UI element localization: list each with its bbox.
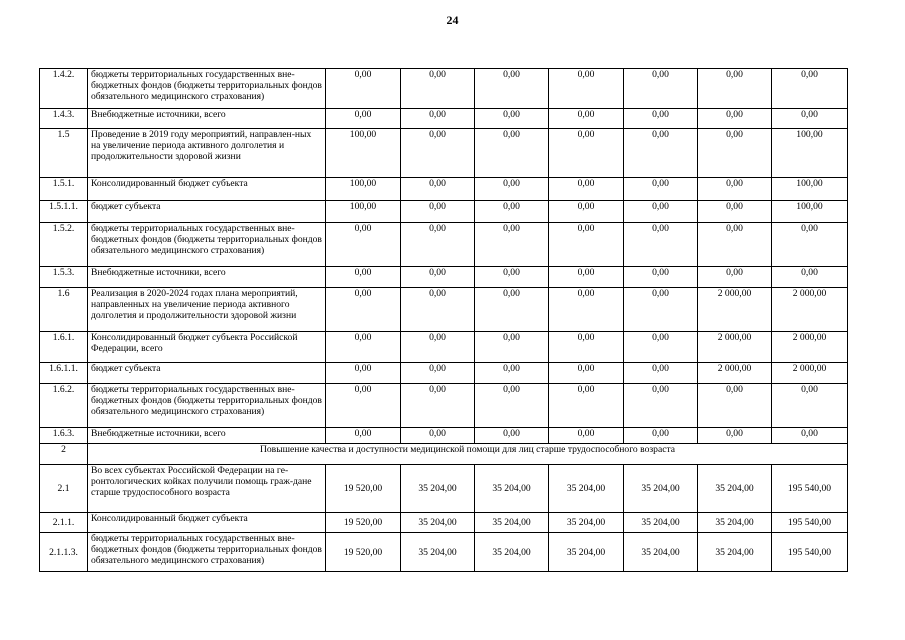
row-value: 2 000,00 xyxy=(698,332,772,363)
row-value: 0,00 xyxy=(698,267,772,288)
row-name: Внебюджетные источники, всего xyxy=(88,267,326,288)
row-value: 0,00 xyxy=(698,223,772,267)
table-row xyxy=(40,533,848,572)
row-value: 100,00 xyxy=(326,129,401,178)
row-value: 100,00 xyxy=(326,178,401,201)
table-row xyxy=(40,69,848,109)
row-value: 0,00 xyxy=(549,384,624,428)
row-value: 35 204,00 xyxy=(549,465,624,513)
row-code: 1.5 xyxy=(40,129,88,178)
row-value: 100,00 xyxy=(772,201,848,223)
row-name: бюджеты территориальных государственных вне-бюджетных фондов (бюджеты территориальных фондов обязательного медицинского страхования) xyxy=(88,69,326,109)
row-value: 0,00 xyxy=(698,428,772,444)
row-value: 0,00 xyxy=(326,428,401,444)
row-code: 2.1.1. xyxy=(40,513,88,533)
row-code: 1.5.3. xyxy=(40,267,88,288)
table-body xyxy=(40,69,848,572)
row-name: бюджеты территориальных государственных вне-бюджетных фондов (бюджеты территориальных фондов обязательного медицинского страхования) xyxy=(88,223,326,267)
row-value: 35 204,00 xyxy=(549,533,624,572)
row-value: 0,00 xyxy=(624,69,698,109)
row-code: 1.5.1.1. xyxy=(40,201,88,223)
row-value: 35 204,00 xyxy=(624,533,698,572)
row-value: 0,00 xyxy=(401,428,475,444)
table-row xyxy=(40,428,848,444)
row-code: 1.4.3. xyxy=(40,109,88,129)
table-row xyxy=(40,332,848,363)
row-value: 0,00 xyxy=(549,129,624,178)
table-row xyxy=(40,513,848,533)
row-value: 0,00 xyxy=(475,332,549,363)
row-name: Проведение в 2019 году мероприятий, направлен-ных на увеличение периода активного долголетия и продолжительности здоровой жизни xyxy=(88,129,326,178)
row-value: 100,00 xyxy=(772,129,848,178)
row-value: 35 204,00 xyxy=(475,513,549,533)
row-value: 19 520,00 xyxy=(326,465,401,513)
row-value: 0,00 xyxy=(624,178,698,201)
row-value: 0,00 xyxy=(475,288,549,332)
row-value: 0,00 xyxy=(772,267,848,288)
row-value: 0,00 xyxy=(475,201,549,223)
table-row xyxy=(40,223,848,267)
row-value: 0,00 xyxy=(624,201,698,223)
row-value: 0,00 xyxy=(475,428,549,444)
row-value: 0,00 xyxy=(772,223,848,267)
row-value: 0,00 xyxy=(698,178,772,201)
row-value: 0,00 xyxy=(326,109,401,129)
row-value: 0,00 xyxy=(698,129,772,178)
row-value: 2 000,00 xyxy=(772,288,848,332)
row-value: 35 204,00 xyxy=(698,465,772,513)
row-value: 0,00 xyxy=(772,109,848,129)
table-row xyxy=(40,363,848,384)
row-value: 0,00 xyxy=(698,201,772,223)
row-value: 0,00 xyxy=(401,69,475,109)
page-number: 24 xyxy=(446,13,459,27)
row-value: 0,00 xyxy=(326,363,401,384)
table-row xyxy=(40,129,848,178)
row-value: 0,00 xyxy=(401,332,475,363)
row-name: Внебюджетные источники, всего xyxy=(88,428,326,444)
row-value: 0,00 xyxy=(624,129,698,178)
table-row xyxy=(40,267,848,288)
row-value: 0,00 xyxy=(549,223,624,267)
row-code: 1.6.1. xyxy=(40,332,88,363)
row-value: 0,00 xyxy=(549,363,624,384)
row-value: 35 204,00 xyxy=(475,465,549,513)
row-code: 1.4.2. xyxy=(40,69,88,109)
row-value: 0,00 xyxy=(326,288,401,332)
row-value: 0,00 xyxy=(475,384,549,428)
row-code: 2.1 xyxy=(40,465,88,513)
table-row xyxy=(40,288,848,332)
row-value: 0,00 xyxy=(772,69,848,109)
row-value: 35 204,00 xyxy=(401,465,475,513)
row-value: 0,00 xyxy=(326,223,401,267)
table-row xyxy=(40,465,848,513)
row-value: 0,00 xyxy=(401,109,475,129)
row-value: 0,00 xyxy=(624,363,698,384)
row-name: бюджеты территориальных государственных вне-бюджетных фондов (бюджеты территориальных фондов обязательного медицинского страхования) xyxy=(88,533,326,572)
row-value: 0,00 xyxy=(401,178,475,201)
row-code: 1.6.1.1. xyxy=(40,363,88,384)
row-value: 195 540,00 xyxy=(772,533,848,572)
row-code: 1.5.1. xyxy=(40,178,88,201)
row-name: Консолидированный бюджет субъекта xyxy=(88,513,326,533)
row-value: 100,00 xyxy=(772,178,848,201)
row-value: 0,00 xyxy=(624,109,698,129)
row-name: Консолидированный бюджет субъекта xyxy=(88,178,326,201)
row-value: 0,00 xyxy=(549,69,624,109)
row-value: 0,00 xyxy=(475,223,549,267)
row-value: 0,00 xyxy=(401,223,475,267)
row-value: 0,00 xyxy=(326,384,401,428)
row-value: 0,00 xyxy=(624,267,698,288)
row-code: 2.1.1.3. xyxy=(40,533,88,572)
table-row xyxy=(40,384,848,428)
row-value: 0,00 xyxy=(698,109,772,129)
row-value: 0,00 xyxy=(549,288,624,332)
row-value: 0,00 xyxy=(475,267,549,288)
row-code: 1.5.2. xyxy=(40,223,88,267)
row-value: 0,00 xyxy=(698,384,772,428)
row-code: 1.6.3. xyxy=(40,428,88,444)
row-value: 0,00 xyxy=(475,109,549,129)
row-value: 0,00 xyxy=(401,267,475,288)
row-value: 2 000,00 xyxy=(698,363,772,384)
row-value: 0,00 xyxy=(624,332,698,363)
row-value: 0,00 xyxy=(401,129,475,178)
row-value: 0,00 xyxy=(475,178,549,201)
row-code: 2 xyxy=(40,444,88,465)
row-value: 35 204,00 xyxy=(401,533,475,572)
row-name: бюджет субъекта xyxy=(88,201,326,223)
row-value: 19 520,00 xyxy=(326,513,401,533)
row-value: 0,00 xyxy=(326,332,401,363)
section-heading: Повышение качества и доступности медицинской помощи для лиц старше трудоспособного возраста xyxy=(88,444,848,465)
row-value: 0,00 xyxy=(475,129,549,178)
table-row xyxy=(40,201,848,223)
table-row xyxy=(40,444,848,465)
row-value: 0,00 xyxy=(401,288,475,332)
row-value: 0,00 xyxy=(624,428,698,444)
row-value: 0,00 xyxy=(326,267,401,288)
row-name: Во всех субъектах Российской Федерации на ге-ронтологических койках получили помощь граж-дане старше трудоспособного возраста xyxy=(88,465,326,513)
row-value: 35 204,00 xyxy=(698,513,772,533)
row-value: 35 204,00 xyxy=(549,513,624,533)
row-value: 0,00 xyxy=(772,428,848,444)
row-value: 0,00 xyxy=(772,384,848,428)
row-value: 0,00 xyxy=(549,267,624,288)
row-value: 0,00 xyxy=(475,363,549,384)
row-value: 0,00 xyxy=(401,384,475,428)
row-value: 0,00 xyxy=(475,69,549,109)
row-value: 195 540,00 xyxy=(772,513,848,533)
row-value: 0,00 xyxy=(549,178,624,201)
row-value: 0,00 xyxy=(549,332,624,363)
row-value: 0,00 xyxy=(549,201,624,223)
row-value: 0,00 xyxy=(401,363,475,384)
row-value: 2 000,00 xyxy=(772,332,848,363)
row-value: 35 204,00 xyxy=(698,533,772,572)
row-value: 35 204,00 xyxy=(475,533,549,572)
row-code: 1.6.2. xyxy=(40,384,88,428)
row-value: 0,00 xyxy=(624,384,698,428)
row-value: 0,00 xyxy=(698,69,772,109)
budget-table xyxy=(39,68,848,572)
table-row xyxy=(40,109,848,129)
row-name: бюджет субъекта xyxy=(88,363,326,384)
row-name: Консолидированный бюджет субъекта Российской Федерации, всего xyxy=(88,332,326,363)
row-name: Внебюджетные источники, всего xyxy=(88,109,326,129)
row-value: 0,00 xyxy=(624,223,698,267)
row-value: 2 000,00 xyxy=(772,363,848,384)
row-value: 0,00 xyxy=(549,109,624,129)
row-value: 195 540,00 xyxy=(772,465,848,513)
row-name: бюджеты территориальных государственных вне-бюджетных фондов (бюджеты территориальных фондов обязательного медицинского страхования) xyxy=(88,384,326,428)
row-value: 2 000,00 xyxy=(698,288,772,332)
row-value: 0,00 xyxy=(624,288,698,332)
row-value: 35 204,00 xyxy=(401,513,475,533)
row-value: 0,00 xyxy=(549,428,624,444)
row-name: Реализация в 2020-2024 годах плана мероприятий, направленных на увеличение периода активного долголетия и продолжительности здоровой жизни xyxy=(88,288,326,332)
row-value: 19 520,00 xyxy=(326,533,401,572)
row-value: 0,00 xyxy=(401,201,475,223)
row-value: 35 204,00 xyxy=(624,513,698,533)
row-value: 35 204,00 xyxy=(624,465,698,513)
row-code: 1.6 xyxy=(40,288,88,332)
row-value: 0,00 xyxy=(326,69,401,109)
row-value: 100,00 xyxy=(326,201,401,223)
table-row xyxy=(40,178,848,201)
